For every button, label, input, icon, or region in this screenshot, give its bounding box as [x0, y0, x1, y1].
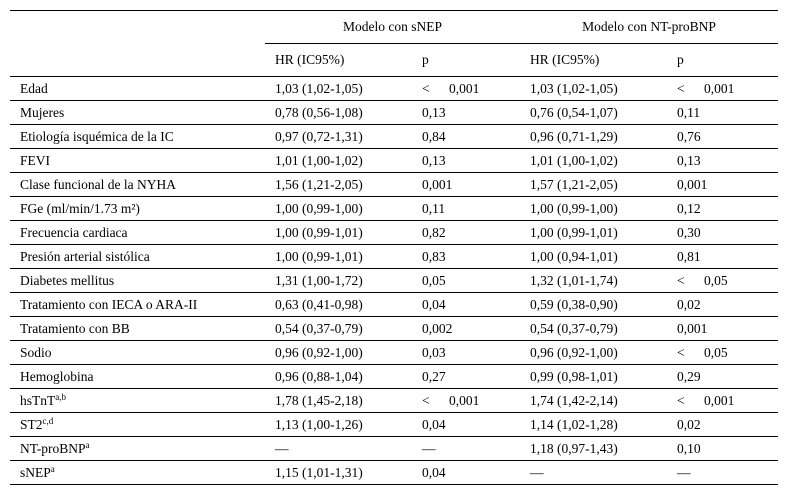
hr-ntprobnp-cell: 0,96 (0,92-1,00)	[530, 344, 618, 360]
col-hr-1: HR (IC95%)	[275, 52, 345, 67]
hr-snep-cell: 0,63 (0,41-0,98)	[275, 296, 363, 312]
p-ntprobnp-cell: 0,001	[677, 320, 708, 336]
col-p-2: p	[677, 52, 684, 67]
hr-snep-cell: 0,97 (0,72-1,31)	[275, 128, 363, 144]
table-row	[10, 413, 778, 437]
hr-ntprobnp-cell: 0,99 (0,98-1,01)	[530, 368, 618, 384]
hr-snep-cell: 0,54 (0,37-0,79)	[275, 320, 363, 336]
hr-snep-cell: 0,96 (0,88-1,04)	[275, 368, 363, 384]
column-header-row	[10, 44, 778, 77]
hr-snep-cell: 1,31 (1,00-1,72)	[275, 272, 363, 288]
p-snep-cell: 0,84	[422, 128, 446, 144]
footnote-marker: a,b	[55, 391, 66, 402]
table-row	[10, 365, 778, 389]
p-ntprobnp-cell: 0,12	[677, 200, 701, 216]
group-header-row	[10, 11, 778, 44]
hr-snep-cell: 1,00 (0,99-1,00)	[275, 200, 363, 216]
p-snep-cell: 0,04	[422, 464, 446, 480]
table-row	[10, 77, 778, 101]
p-ntprobnp-cell: 0,29	[677, 368, 701, 384]
row-label: sNEP$^a$	[20, 463, 55, 480]
hr-snep-cell: 1,13 (1,00-1,26)	[275, 416, 363, 432]
table-row	[10, 389, 778, 413]
hr-ntprobnp-cell: 1,00 (0,94-1,01)	[530, 248, 618, 264]
p-snep-cell: 0,13	[422, 152, 446, 168]
row-label: Etiología isquémica de la IC	[20, 128, 174, 144]
hr-snep-cell: 0,78 (0,56-1,08)	[275, 104, 363, 120]
results-table	[10, 10, 778, 485]
p-ntprobnp-cell: < 0,05	[677, 344, 728, 360]
row-label: Diabetes mellitus	[20, 272, 115, 288]
p-ntprobnp-cell: 0,81	[677, 248, 701, 264]
hr-ntprobnp-cell: 1,57 (1,21-2,05)	[530, 176, 618, 192]
col-hr-2: HR (IC95%)	[530, 52, 600, 67]
footnote-marker: a	[85, 439, 90, 450]
footnote-marker: c,d	[42, 415, 54, 426]
hr-ntprobnp-cell: 0,96 (0,71-1,29)	[530, 128, 618, 144]
hr-snep-cell: —	[275, 440, 289, 456]
p-ntprobnp-cell: 0,76	[677, 128, 701, 144]
p-snep-cell: < 0,001	[422, 392, 480, 408]
col-p-1: p	[422, 52, 429, 67]
hr-ntprobnp-cell: 1,01 (1,00-1,02)	[530, 152, 618, 168]
p-ntprobnp-cell: 0,02	[677, 296, 701, 312]
p-ntprobnp-cell: < 0,001	[677, 392, 735, 408]
row-label: Edad	[20, 80, 48, 96]
p-snep-cell: 0,05	[422, 272, 446, 288]
table-row	[10, 197, 778, 221]
p-ntprobnp-cell: 0,30	[677, 224, 701, 240]
row-label: FGe (ml/min/1.73 m²)	[20, 200, 140, 216]
row-label: NT-proBNP$^a$	[20, 439, 90, 456]
corner-cell	[10, 11, 265, 44]
table-row	[10, 437, 778, 461]
table-row	[10, 125, 778, 149]
p-snep-cell: 0,03	[422, 344, 446, 360]
hr-ntprobnp-cell: 0,54 (0,37-0,79)	[530, 320, 618, 336]
hr-ntprobnp-cell: 0,59 (0,38-0,90)	[530, 296, 618, 312]
p-ntprobnp-cell: 0,02	[677, 416, 701, 432]
hr-snep-cell: 1,15 (1,01-1,31)	[275, 464, 363, 480]
p-snep-cell: 0,11	[422, 200, 446, 216]
hr-ntprobnp-cell: 1,00 (0,99-1,01)	[530, 224, 618, 240]
row-label: hsTnT$^{a,b}$	[20, 391, 66, 408]
p-snep-cell: 0,27	[422, 368, 446, 384]
p-snep-cell: 0,002	[422, 320, 453, 336]
p-snep-cell: —	[422, 440, 436, 456]
table-row	[10, 149, 778, 173]
table-row	[10, 317, 778, 341]
row-label: Hemoglobina	[20, 368, 94, 384]
p-snep-cell: 0,82	[422, 224, 446, 240]
table-row	[10, 293, 778, 317]
table-row	[10, 461, 778, 485]
hr-ntprobnp-cell: 1,00 (0,99-1,00)	[530, 200, 618, 216]
row-label: ST2$^{c,d}$	[20, 415, 54, 432]
row-label: Presión arterial sistólica	[20, 248, 150, 264]
p-ntprobnp-cell: < 0,05	[677, 272, 728, 288]
table-row	[10, 245, 778, 269]
p-snep-cell: 0,04	[422, 416, 446, 432]
hr-snep-cell: 1,03 (1,02-1,05)	[275, 80, 363, 96]
hr-snep-cell: 1,00 (0,99-1,01)	[275, 224, 363, 240]
p-ntprobnp-cell: 0,001	[677, 176, 708, 192]
hr-snep-cell: 1,00 (0,99-1,01)	[275, 248, 363, 264]
p-ntprobnp-cell: 0,10	[677, 440, 701, 456]
row-label: FEVI	[20, 152, 50, 168]
p-snep-cell: 0,04	[422, 296, 446, 312]
table-body	[10, 77, 778, 485]
table-row	[10, 101, 778, 125]
row-label: Tratamiento con IECA o ARA-II	[20, 296, 198, 312]
table-row	[10, 221, 778, 245]
hr-ntprobnp-cell: 1,74 (1,42-2,14)	[530, 392, 618, 408]
p-snep-cell: 0,001	[422, 176, 453, 192]
table-row	[10, 341, 778, 365]
p-snep-cell: < 0,001	[422, 80, 480, 96]
group-header-ntprobnp: Modelo con NT-proBNP	[520, 11, 778, 44]
table-row	[10, 269, 778, 293]
row-label: Tratamiento con BB	[20, 320, 130, 336]
p-ntprobnp-cell: 0,11	[677, 104, 701, 120]
hr-snep-cell: 1,78 (1,45-2,18)	[275, 392, 363, 408]
hr-ntprobnp-cell: 1,14 (1,02-1,28)	[530, 416, 618, 432]
hr-ntprobnp-cell: 1,32 (1,01-1,74)	[530, 272, 618, 288]
hr-snep-cell: 0,96 (0,92-1,00)	[275, 344, 363, 360]
hr-ntprobnp-cell: 0,76 (0,54-1,07)	[530, 104, 618, 120]
table-row	[10, 173, 778, 197]
hr-snep-cell: 1,56 (1,21-2,05)	[275, 176, 363, 192]
group-header-snep: Modelo con sNEP	[265, 11, 520, 44]
p-ntprobnp-cell: < 0,001	[677, 80, 735, 96]
hr-snep-cell: 1,01 (1,00-1,02)	[275, 152, 363, 168]
p-snep-cell: 0,13	[422, 104, 446, 120]
hr-ntprobnp-cell: —	[530, 464, 544, 480]
footnote-marker: a	[50, 463, 55, 474]
hr-ntprobnp-cell: 1,03 (1,02-1,05)	[530, 80, 618, 96]
row-label: Mujeres	[20, 104, 65, 120]
p-ntprobnp-cell: 0,13	[677, 152, 701, 168]
p-ntprobnp-cell: —	[677, 464, 691, 480]
row-label: Frecuencia cardiaca	[20, 224, 128, 240]
p-snep-cell: 0,83	[422, 248, 446, 264]
row-label: Sodio	[20, 344, 52, 360]
hr-ntprobnp-cell: 1,18 (0,97-1,43)	[530, 440, 618, 456]
row-label: Clase funcional de la NYHA	[20, 176, 176, 192]
